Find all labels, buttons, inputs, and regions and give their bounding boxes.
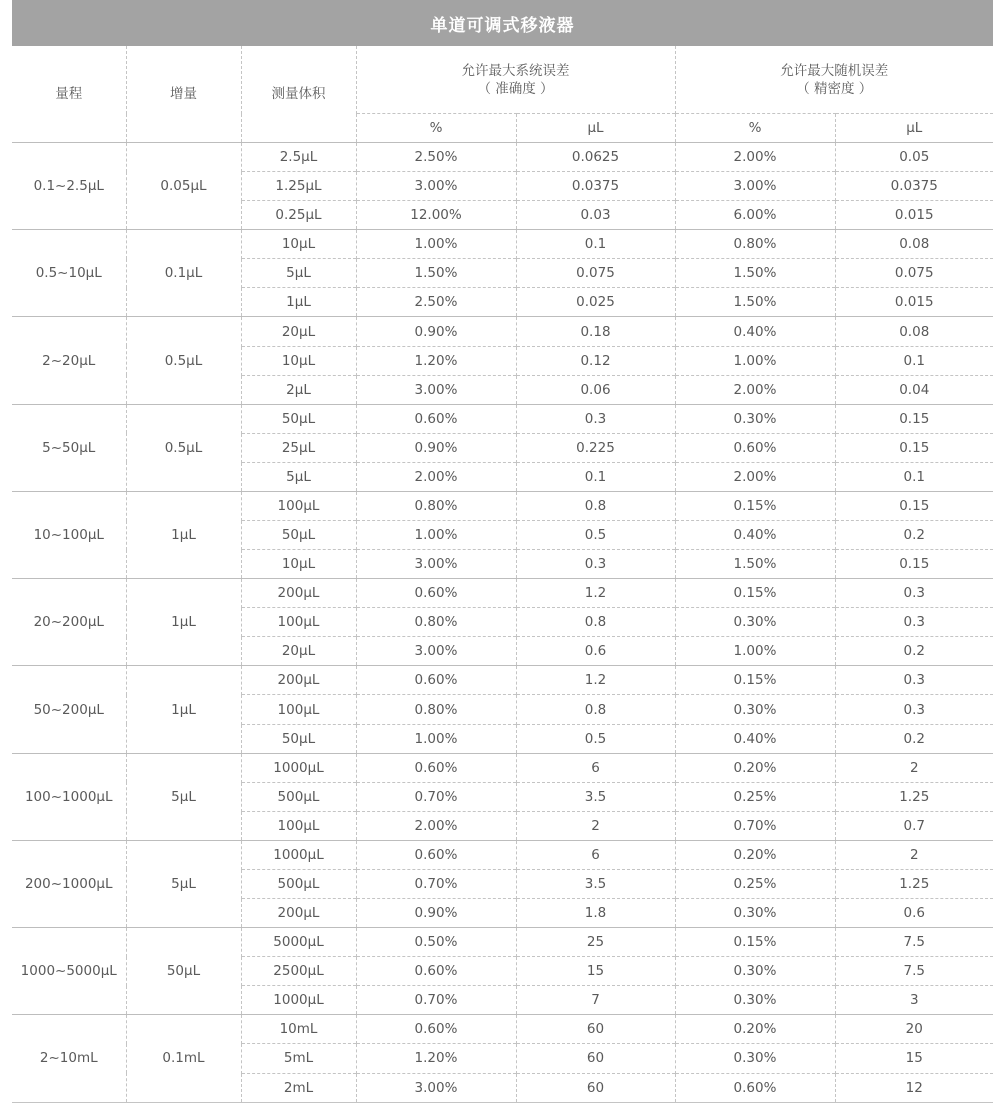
volume-cell: 0.25μL <box>241 201 356 230</box>
accuracy-ul-cell: 60 <box>516 1015 675 1044</box>
accuracy-ul-cell: 0.12 <box>516 346 675 375</box>
accuracy-ul-cell: 0.8 <box>516 695 675 724</box>
accuracy-percent-cell: 0.60% <box>356 579 516 608</box>
header-accuracy-ul: μL <box>516 114 675 143</box>
precision-percent-cell: 0.30% <box>675 1044 835 1073</box>
precision-percent-cell: 0.30% <box>675 986 835 1015</box>
accuracy-percent-cell: 0.70% <box>356 782 516 811</box>
increment-cell: 5μL <box>126 753 241 840</box>
precision-percent-cell: 0.30% <box>675 695 835 724</box>
accuracy-ul-cell: 0.0375 <box>516 172 675 201</box>
accuracy-percent-cell: 2.50% <box>356 143 516 172</box>
range-cell: 50~200μL <box>12 666 126 753</box>
precision-ul-cell: 0.3 <box>835 608 993 637</box>
increment-cell: 1μL <box>126 579 241 666</box>
range-cell: 0.1~2.5μL <box>12 143 126 230</box>
accuracy-percent-cell: 1.00% <box>356 230 516 259</box>
accuracy-percent-cell: 2.50% <box>356 288 516 317</box>
table-row <box>12 840 993 869</box>
table-row <box>12 491 993 520</box>
accuracy-percent-cell: 3.00% <box>356 550 516 579</box>
volume-cell: 1000μL <box>241 840 356 869</box>
accuracy-ul-cell: 0.5 <box>516 521 675 550</box>
header-precision-ul: μL <box>835 114 993 143</box>
volume-cell: 2mL <box>241 1073 356 1102</box>
precision-ul-cell: 0.15 <box>835 433 993 462</box>
volume-cell: 100μL <box>241 608 356 637</box>
table-row <box>12 230 993 259</box>
accuracy-percent-cell: 0.70% <box>356 869 516 898</box>
precision-ul-cell: 0.3 <box>835 579 993 608</box>
table-row <box>12 317 993 346</box>
header-precision-percent: % <box>675 114 835 143</box>
accuracy-ul-cell: 6 <box>516 840 675 869</box>
precision-ul-cell: 2 <box>835 753 993 782</box>
precision-ul-cell: 0.2 <box>835 637 993 666</box>
precision-ul-cell: 20 <box>835 1015 993 1044</box>
volume-cell: 1000μL <box>241 753 356 782</box>
accuracy-ul-cell: 0.1 <box>516 462 675 491</box>
range-cell: 20~200μL <box>12 579 126 666</box>
accuracy-percent-cell: 1.20% <box>356 346 516 375</box>
accuracy-percent-cell: 0.60% <box>356 1015 516 1044</box>
precision-ul-cell: 0.2 <box>835 521 993 550</box>
precision-ul-cell: 0.075 <box>835 259 993 288</box>
accuracy-percent-cell: 0.80% <box>356 695 516 724</box>
accuracy-ul-cell: 60 <box>516 1044 675 1073</box>
volume-cell: 5μL <box>241 462 356 491</box>
precision-percent-cell: 0.30% <box>675 899 835 928</box>
increment-cell: 1μL <box>126 666 241 753</box>
precision-percent-cell: 0.40% <box>675 724 835 753</box>
header-accuracy <box>356 46 675 114</box>
precision-percent-cell: 6.00% <box>675 201 835 230</box>
accuracy-ul-cell: 6 <box>516 753 675 782</box>
accuracy-percent-cell: 0.60% <box>356 753 516 782</box>
volume-cell: 5000μL <box>241 928 356 957</box>
accuracy-percent-cell: 0.50% <box>356 928 516 957</box>
accuracy-ul-cell: 0.3 <box>516 550 675 579</box>
volume-cell: 100μL <box>241 811 356 840</box>
volume-cell: 500μL <box>241 869 356 898</box>
precision-ul-cell: 0.3 <box>835 695 993 724</box>
accuracy-percent-cell: 0.60% <box>356 404 516 433</box>
precision-ul-cell: 7.5 <box>835 957 993 986</box>
accuracy-ul-cell: 0.1 <box>516 230 675 259</box>
header-accuracy-title: 允许最大系统误差 <box>461 62 570 79</box>
precision-ul-cell: 0.15 <box>835 404 993 433</box>
precision-ul-cell: 0.7 <box>835 811 993 840</box>
accuracy-ul-cell: 7 <box>516 986 675 1015</box>
increment-cell: 50μL <box>126 928 241 1015</box>
precision-percent-cell: 0.30% <box>675 404 835 433</box>
volume-cell: 200μL <box>241 899 356 928</box>
accuracy-ul-cell: 0.075 <box>516 259 675 288</box>
table-row <box>12 404 993 433</box>
header-increment: 增量 <box>126 46 241 143</box>
increment-cell: 0.1μL <box>126 230 241 317</box>
precision-percent-cell: 0.30% <box>675 957 835 986</box>
precision-ul-cell: 12 <box>835 1073 993 1102</box>
accuracy-percent-cell: 3.00% <box>356 375 516 404</box>
range-cell: 2~10mL <box>12 1015 126 1102</box>
precision-ul-cell: 0.0375 <box>835 172 993 201</box>
precision-percent-cell: 0.25% <box>675 782 835 811</box>
volume-cell: 200μL <box>241 579 356 608</box>
precision-ul-cell: 0.015 <box>835 288 993 317</box>
precision-percent-cell: 0.25% <box>675 869 835 898</box>
precision-percent-cell: 0.70% <box>675 811 835 840</box>
increment-cell: 0.5μL <box>126 404 241 491</box>
precision-ul-cell: 1.25 <box>835 869 993 898</box>
increment-cell: 0.1mL <box>126 1015 241 1102</box>
accuracy-ul-cell: 0.6 <box>516 637 675 666</box>
precision-percent-cell: 1.00% <box>675 637 835 666</box>
volume-cell: 1000μL <box>241 986 356 1015</box>
volume-cell: 1μL <box>241 288 356 317</box>
volume-cell: 20μL <box>241 317 356 346</box>
increment-cell: 0.05μL <box>126 143 241 230</box>
table-row <box>12 753 993 782</box>
range-cell: 100~1000μL <box>12 753 126 840</box>
precision-ul-cell: 0.1 <box>835 346 993 375</box>
volume-cell: 1.25μL <box>241 172 356 201</box>
table-row <box>12 666 993 695</box>
precision-percent-cell: 0.20% <box>675 753 835 782</box>
volume-cell: 2μL <box>241 375 356 404</box>
accuracy-percent-cell: 1.00% <box>356 521 516 550</box>
accuracy-ul-cell: 60 <box>516 1073 675 1102</box>
precision-percent-cell: 1.50% <box>675 288 835 317</box>
precision-percent-cell: 0.15% <box>675 491 835 520</box>
accuracy-percent-cell: 1.00% <box>356 724 516 753</box>
accuracy-ul-cell: 0.06 <box>516 375 675 404</box>
precision-ul-cell: 0.6 <box>835 899 993 928</box>
precision-percent-cell: 0.20% <box>675 840 835 869</box>
accuracy-percent-cell: 0.60% <box>356 840 516 869</box>
volume-cell: 10μL <box>241 346 356 375</box>
table-row <box>12 1015 993 1044</box>
header-precision-title: 允许最大随机误差 <box>780 62 889 79</box>
precision-percent-cell: 1.50% <box>675 259 835 288</box>
volume-cell: 10mL <box>241 1015 356 1044</box>
precision-percent-cell: 2.00% <box>675 375 835 404</box>
volume-cell: 200μL <box>241 666 356 695</box>
table-row <box>12 579 993 608</box>
precision-percent-cell: 0.40% <box>675 317 835 346</box>
precision-ul-cell: 0.04 <box>835 375 993 404</box>
accuracy-ul-cell: 0.8 <box>516 491 675 520</box>
accuracy-ul-cell: 0.8 <box>516 608 675 637</box>
volume-cell: 10μL <box>241 550 356 579</box>
header-precision <box>675 46 993 114</box>
accuracy-ul-cell: 0.225 <box>516 433 675 462</box>
pipette-spec-table <box>12 46 993 1103</box>
accuracy-percent-cell: 0.80% <box>356 608 516 637</box>
precision-ul-cell: 7.5 <box>835 928 993 957</box>
precision-percent-cell: 0.60% <box>675 1073 835 1102</box>
precision-percent-cell: 0.15% <box>675 579 835 608</box>
header-range: 量程 <box>55 86 83 102</box>
accuracy-percent-cell: 0.60% <box>356 666 516 695</box>
precision-ul-cell: 0.1 <box>835 462 993 491</box>
volume-cell: 50μL <box>241 404 356 433</box>
header-test-volume: 测量体积 <box>241 46 356 143</box>
accuracy-percent-cell: 3.00% <box>356 1073 516 1102</box>
precision-ul-cell: 1.25 <box>835 782 993 811</box>
range-cell: 0.5~10μL <box>12 230 126 317</box>
volume-cell: 25μL <box>241 433 356 462</box>
accuracy-ul-cell: 0.025 <box>516 288 675 317</box>
range-cell: 1000~5000μL <box>12 928 126 1015</box>
increment-cell: 0.5μL <box>126 317 241 404</box>
header-precision-subtitle: （ 精密度 ） <box>796 80 873 97</box>
accuracy-ul-cell: 3.5 <box>516 869 675 898</box>
precision-ul-cell: 0.15 <box>835 550 993 579</box>
precision-ul-cell: 3 <box>835 986 993 1015</box>
precision-percent-cell: 0.15% <box>675 666 835 695</box>
range-cell: 5~50μL <box>12 404 126 491</box>
precision-percent-cell: 0.40% <box>675 521 835 550</box>
table-header <box>12 46 993 143</box>
increment-cell: 5μL <box>126 840 241 927</box>
table-body <box>12 143 993 1103</box>
table-row <box>12 143 993 172</box>
range-cell: 2~20μL <box>12 317 126 404</box>
range-cell: 200~1000μL <box>12 840 126 927</box>
precision-percent-cell: 3.00% <box>675 172 835 201</box>
precision-ul-cell: 0.2 <box>835 724 993 753</box>
precision-ul-cell: 0.3 <box>835 666 993 695</box>
accuracy-ul-cell: 0.0625 <box>516 143 675 172</box>
precision-ul-cell: 0.08 <box>835 317 993 346</box>
range-cell: 10~100μL <box>12 491 126 578</box>
precision-percent-cell: 0.30% <box>675 608 835 637</box>
precision-ul-cell: 0.08 <box>835 230 993 259</box>
accuracy-ul-cell: 15 <box>516 957 675 986</box>
accuracy-percent-cell: 0.90% <box>356 433 516 462</box>
accuracy-ul-cell: 0.5 <box>516 724 675 753</box>
volume-cell: 50μL <box>241 724 356 753</box>
volume-cell: 2500μL <box>241 957 356 986</box>
table-title: 单道可调式移液器 <box>12 0 993 46</box>
precision-ul-cell: 15 <box>835 1044 993 1073</box>
volume-cell: 500μL <box>241 782 356 811</box>
accuracy-percent-cell: 1.50% <box>356 259 516 288</box>
precision-percent-cell: 0.20% <box>675 1015 835 1044</box>
precision-ul-cell: 2 <box>835 840 993 869</box>
volume-cell: 10μL <box>241 230 356 259</box>
accuracy-percent-cell: 0.90% <box>356 317 516 346</box>
volume-cell: 5μL <box>241 259 356 288</box>
volume-cell: 100μL <box>241 695 356 724</box>
accuracy-ul-cell: 1.2 <box>516 579 675 608</box>
accuracy-ul-cell: 0.3 <box>516 404 675 433</box>
accuracy-ul-cell: 3.5 <box>516 782 675 811</box>
accuracy-percent-cell: 0.70% <box>356 986 516 1015</box>
precision-percent-cell: 1.00% <box>675 346 835 375</box>
accuracy-percent-cell: 0.80% <box>356 491 516 520</box>
accuracy-percent-cell: 0.60% <box>356 957 516 986</box>
accuracy-ul-cell: 0.18 <box>516 317 675 346</box>
precision-percent-cell: 2.00% <box>675 143 835 172</box>
accuracy-percent-cell: 12.00% <box>356 201 516 230</box>
volume-cell: 100μL <box>241 491 356 520</box>
precision-percent-cell: 0.60% <box>675 433 835 462</box>
header-accuracy-percent: % <box>356 114 516 143</box>
precision-percent-cell: 0.80% <box>675 230 835 259</box>
increment-cell: 1μL <box>126 491 241 578</box>
precision-percent-cell: 1.50% <box>675 550 835 579</box>
precision-ul-cell: 0.15 <box>835 491 993 520</box>
accuracy-ul-cell: 25 <box>516 928 675 957</box>
volume-cell: 5mL <box>241 1044 356 1073</box>
accuracy-percent-cell: 3.00% <box>356 172 516 201</box>
header-accuracy-subtitle: （ 准确度 ） <box>477 80 554 97</box>
accuracy-percent-cell: 2.00% <box>356 462 516 491</box>
accuracy-ul-cell: 1.8 <box>516 899 675 928</box>
precision-percent-cell: 0.15% <box>675 928 835 957</box>
accuracy-percent-cell: 1.20% <box>356 1044 516 1073</box>
volume-cell: 50μL <box>241 521 356 550</box>
table-row <box>12 928 993 957</box>
volume-cell: 2.5μL <box>241 143 356 172</box>
accuracy-ul-cell: 1.2 <box>516 666 675 695</box>
accuracy-percent-cell: 2.00% <box>356 811 516 840</box>
accuracy-percent-cell: 0.90% <box>356 899 516 928</box>
precision-ul-cell: 0.015 <box>835 201 993 230</box>
precision-percent-cell: 2.00% <box>675 462 835 491</box>
precision-ul-cell: 0.05 <box>835 143 993 172</box>
accuracy-ul-cell: 2 <box>516 811 675 840</box>
volume-cell: 20μL <box>241 637 356 666</box>
accuracy-ul-cell: 0.03 <box>516 201 675 230</box>
accuracy-percent-cell: 3.00% <box>356 637 516 666</box>
